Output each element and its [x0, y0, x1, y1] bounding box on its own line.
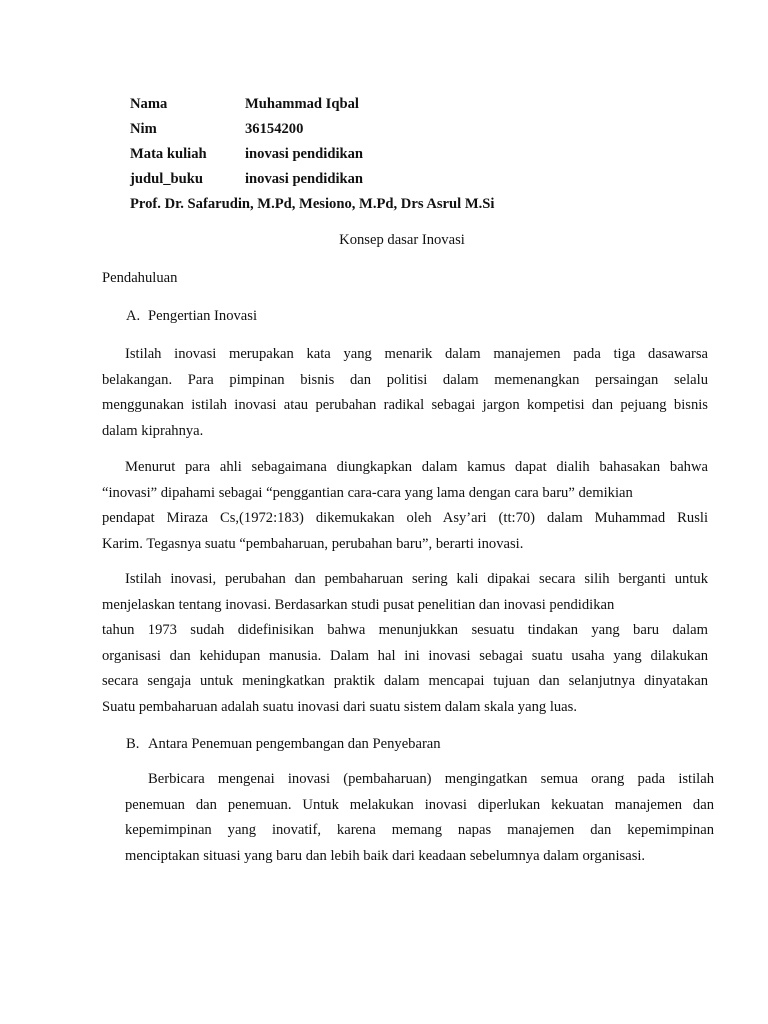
- paragraph-line: Berbicara mengenai inovasi (pembaharuan) mengingatkan semua orang pada istilah: [148, 771, 714, 787]
- paragraph-line: Istilah inovasi, perubahan dan pembaharuan sering kali dipakai secara silih berganti untuk: [125, 571, 708, 587]
- book-label: judul_buku: [130, 171, 204, 187]
- section-a-paragraph-1: [102, 342, 708, 444]
- intro-heading: Pendahuluan: [102, 270, 178, 286]
- info-row-name: [130, 94, 494, 119]
- section-a-letter: A.: [126, 308, 141, 324]
- paragraph-line: secara sengaja untuk meningkatkan praktik dalam mencapai tujuan dan selanjutnya dinyatakan: [102, 673, 708, 689]
- section-a-paragraph-3: [102, 567, 708, 720]
- paragraph-line: dalam kiprahnya.: [102, 422, 204, 439]
- course-value: inovasi pendidikan: [245, 146, 364, 162]
- name-label: Nama: [130, 96, 168, 112]
- book-authors: Prof. Dr. Safarudin, M.Pd, Mesiono, M.Pd, Drs Asrul M.Si: [130, 196, 495, 212]
- info-row-book: [130, 169, 494, 194]
- section-b-title: Antara Penemuan pengembangan dan Penyebaran: [148, 736, 441, 752]
- paragraph-line: organisasi dan kehidupan manusia. Dalam hal ini inovasi sebagai suatu usaha yang dilakukan: [102, 647, 708, 664]
- student-info-block: [130, 94, 494, 219]
- paragraph-line: Menurut para ahli sebagaimana diungkapkan dalam kamus dapat dialih bahasakan bahwa: [125, 459, 708, 475]
- section-b-letter: B.: [126, 736, 140, 752]
- section-b-paragraph-1: [125, 767, 714, 869]
- paragraph-line: tahun 1973 sudah didefinisikan bahwa menunjukkan sesuatu tindakan yang baru dalam: [102, 622, 708, 638]
- section-a-title: Pengertian Inovasi: [148, 308, 258, 324]
- section-a-paragraph-2: [102, 455, 708, 557]
- info-row-nim: [130, 119, 494, 144]
- name-value: Muhammad Iqbal: [245, 96, 359, 112]
- nim-value: 36154200: [245, 121, 304, 137]
- nim-label: Nim: [130, 121, 157, 137]
- paragraph-line: “inovasi” dipahami sebagai “penggantian cara-cara yang lama dengan cara baru” demikian: [102, 484, 633, 501]
- paragraph-line: pendapat Miraza Cs,(1972:183) dikemukakan oleh Asy’ari (tt:70) dalam Muhammad Rusli: [102, 510, 708, 526]
- paragraph-line: kepemimpinan yang inovatif, karena memang napas manajemen dan kepemimpinan: [125, 822, 714, 838]
- paragraph-line: menciptakan situasi yang baru dan lebih baik dari keadaan sebelumnya dalam organisasi.: [125, 847, 646, 864]
- paragraph-line: menjelaskan tentang inovasi. Berdasarkan studi pusat penelitian dan inovasi pendidikan: [102, 596, 615, 613]
- paragraph-line: menggunakan istilah inovasi atau perubahan radikal sebagai jargon kompetisi dan pejuang bisnis: [102, 397, 708, 413]
- paragraph-line: penemuan dan penemuan. Untuk melakukan inovasi diperlukan kekuatan manajemen dan: [125, 796, 714, 813]
- paragraph-line: Suatu pembaharuan adalah suatu inovasi dari suatu sistem dalam skala yang luas.: [102, 698, 577, 715]
- document-title: Konsep dasar Inovasi: [339, 232, 465, 248]
- paragraph-line: Istilah inovasi merupakan kata yang menarik dalam manajemen pada tiga dasawarsa: [125, 346, 708, 362]
- info-row-course: [130, 144, 494, 169]
- paragraph-line: Karim. Tegasnya suatu “pembaharuan, perubahan baru”, berarti inovasi.: [102, 535, 524, 552]
- paragraph-line: belakangan. Para pimpinan bisnis dan politisi dalam memenangkan persaingan selalu: [102, 371, 708, 388]
- course-label: Mata kuliah: [130, 146, 207, 162]
- section-a-heading: [126, 308, 257, 325]
- section-b-heading: [126, 736, 441, 753]
- book-value: inovasi pendidikan: [245, 171, 364, 187]
